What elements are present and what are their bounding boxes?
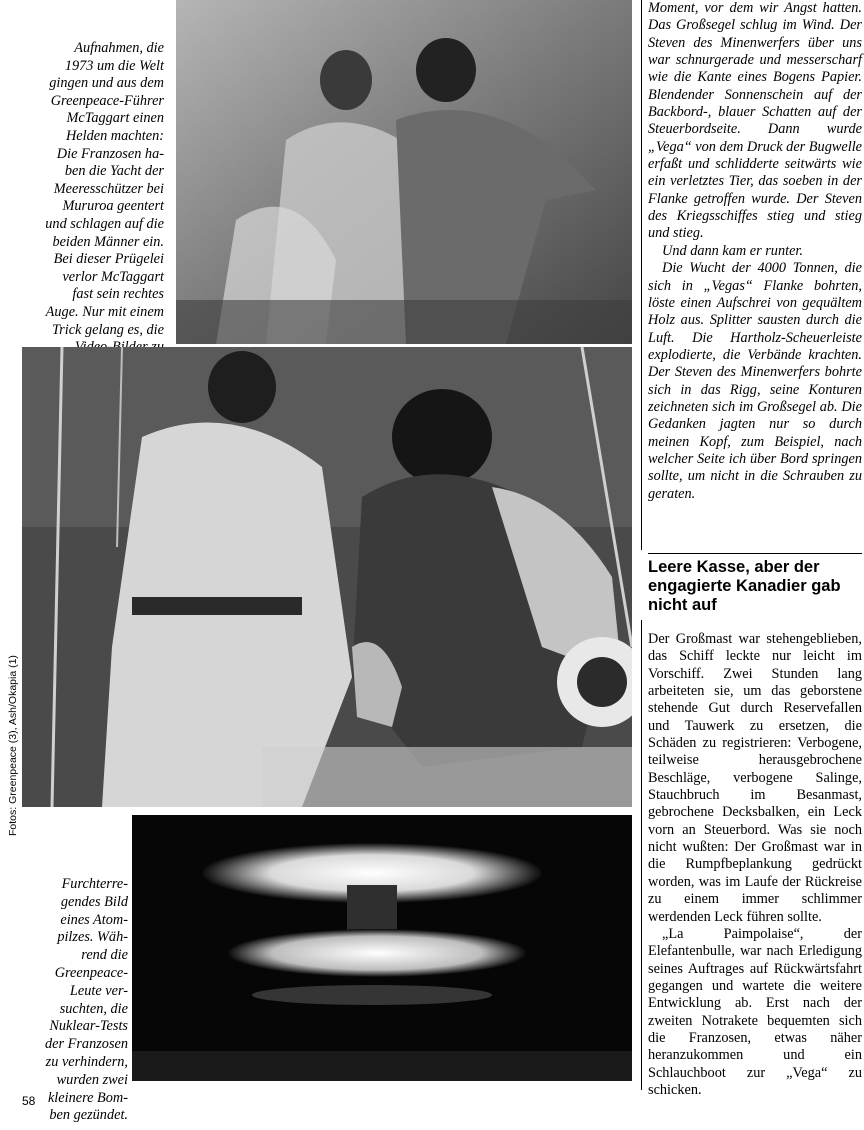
photo-struggle-middle bbox=[22, 347, 632, 807]
photo-boarding-top bbox=[176, 0, 632, 344]
photo-credit: Fotos: Greenpeace (3), Ash/Okapia (1) bbox=[7, 655, 19, 836]
article-paragraph: Der Großmast war stehengeblieben, das Schiff leckte nur leicht im Vorschiff. Zwei Stunden lang arbeiteten sie, um das geborstene stehende Gut durch Reservefallen und Tauwerk zu ersetzen, die Schäden zu registrieren: Verbogene, teilweise herausgebrochene Beschläge, verbogene Salinge, Stauchbruch im Besanmast, gebrochene Decksbalken, ein Leck vorn an Steuerbord. Was sie noch nicht wußten: Der Großmast war in die Rumpfbeplankung gedrückt worden, was im Laufe der Rückreise zu einem immer schlimmer werdenden Leck führen sollte. bbox=[648, 631, 862, 925]
article-column-top bbox=[648, 0, 862, 503]
column-rule-lower bbox=[641, 620, 642, 1090]
section-headline: Leere Kasse, aber der engagierte Kanadier gab nicht auf bbox=[648, 558, 841, 614]
article-paragraph: Und dann kam er runter. bbox=[662, 242, 803, 259]
article-paragraph: „La Paimpolaise“, der Elefantenbulle, war nach Erledigung seines Auftrages auf Rückwärtsfahrt gegangen und wartete die weitere Entwicklung ab. Erst nach der zweiten Notrakete bequemten sich die Franzosen, etwas näher heranzukommen und ein Schlauchboot zur „Vega“ zu schicken. bbox=[648, 925, 862, 1098]
article-paragraph: Die Wucht der 4000 Tonnen, die sich in „Vegas“ Flanke bohrten, löste einen Aufschrei von gequältem Holz aus. Splitter sausten durch die Luft. Die Hartholz-Scheuerleiste explodierte, die Verbände krachten. Der Steven des Minenwerfers bohrte sich in das Rigg, seine Konturen zeichneten sich im Großsegel ab. Die Gedanken jagten nur so durch meinen Kopf, zum Beispiel, nach welcher Seite ich über Bord springen sollte, um nicht in die Schrauben zu geraten. bbox=[648, 260, 862, 502]
article-column-bottom bbox=[648, 631, 862, 1099]
article-paragraph: Moment, vor dem wir Angst hatten. Das Großsegel schlug im Wind. Der Steven des Minenwerfers über uns war schnurgerade und messerscharf wie die Kante eines Bogens Papier. Blendender Sonnenschein auf der Backbord-, blauer Schatten auf der Steuerbordseite. Dann wurde „Vega“ von dem Druck der Bugwelle erfaßt und schlidderte seitwärts wie ein verletztes Tier, das soeben in der Flanke getroffen wurde. Der Steven des Kriegsschiffes stieg und stieg und stieg. bbox=[648, 0, 863, 242]
column-rule bbox=[641, 0, 642, 550]
page-number: 58 bbox=[22, 1094, 36, 1108]
section-rule bbox=[648, 553, 862, 554]
photo-mushroom-cloud bbox=[132, 815, 632, 1081]
caption-bottom: Furchterre- gendes Bild eines Atom- pilzes. Wäh- rend die Greenpeace- Leute ver- suchten, die Nuklear-Tests der Franzosen zu verhindern, wurden zwei kleinere Bom- ben gezündet. bbox=[45, 876, 128, 1124]
caption-top: Aufnahmen, die 1973 um die Welt gingen und aus dem Greenpeace-Führer McTaggart einen Helden machten: Die Franzosen ha- ben die Yacht der Meeresschützer bei Mururoa geentert und schlagen auf die beiden Männer ein. Bei dieser Prügelei verlor McTaggart fast sein rechtes Auge. Nur mit einem Trick gelang es, die bbox=[45, 40, 164, 338]
